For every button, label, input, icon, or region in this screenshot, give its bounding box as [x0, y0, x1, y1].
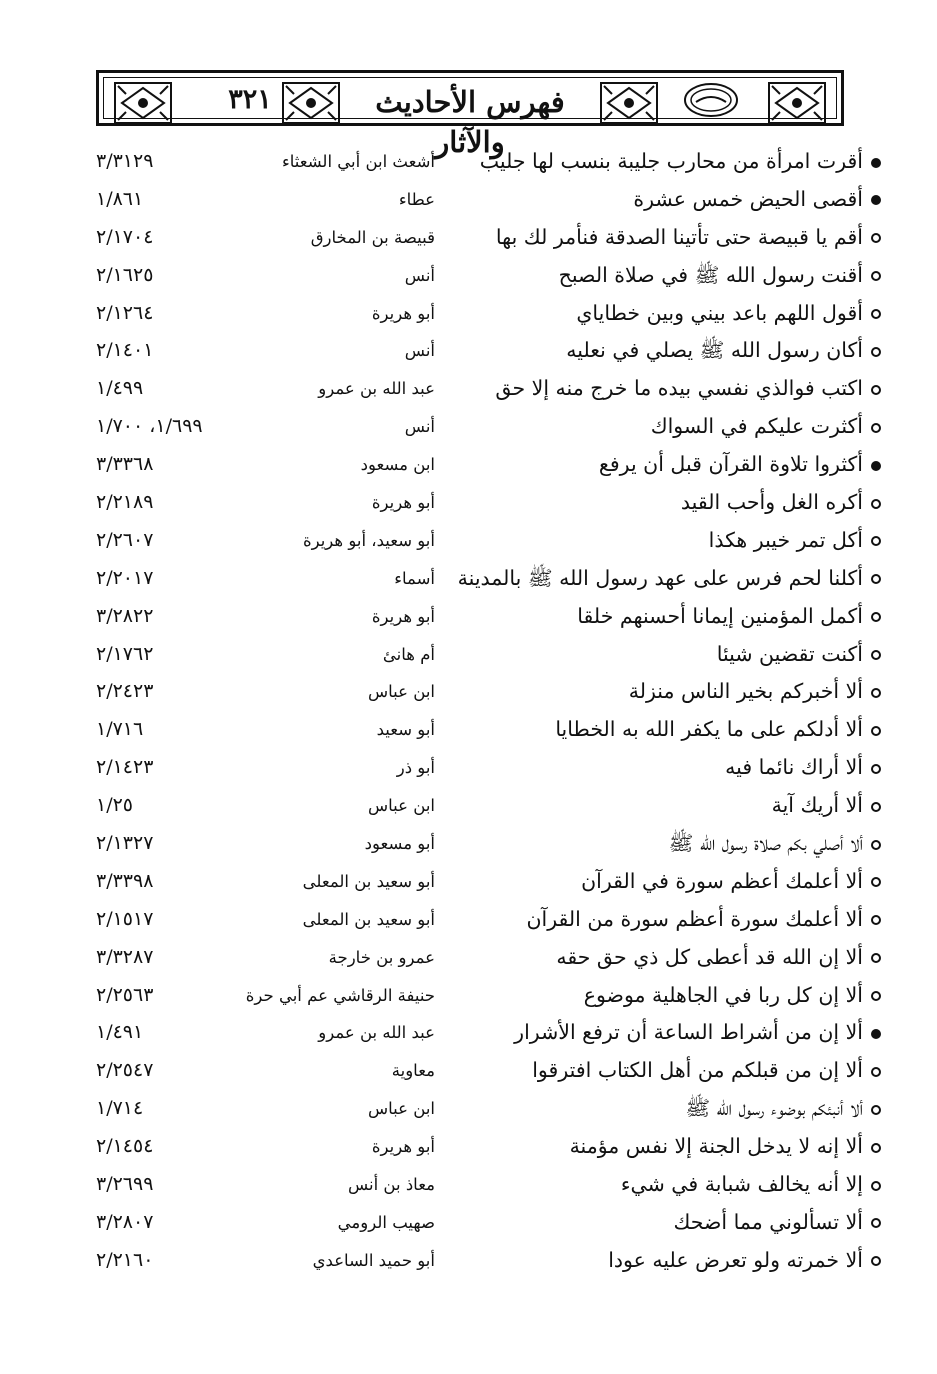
narrator: أبو هريرة	[371, 606, 435, 626]
reference-number: ٢/٢١٨٩	[96, 491, 154, 514]
narrator: أبو هريرة	[371, 303, 435, 323]
hadith-text-value: أقصى الحيض خمس عشرة	[633, 186, 863, 211]
hollow-bullet-icon	[871, 347, 881, 357]
hadith-text-value: أكلنا لحم فرس على عهد رسول الله ﷺ بالمدينة	[457, 565, 863, 590]
hollow-bullet-icon	[871, 1256, 881, 1266]
narrator: ابن عباس	[368, 682, 435, 702]
narrator: عبد الله بن عمرو	[318, 1023, 435, 1043]
hadith-text	[501, 901, 881, 939]
hadith-text	[501, 295, 881, 333]
hadith-text-value: ألا أراك نائما فيه	[725, 755, 863, 780]
hadith-text-value: ألا تسألوني مما أضحك	[673, 1209, 863, 1234]
hadith-text-value: أقم يا قبيصة حتى تأتينا الصدقة فنأمر لك بها	[495, 224, 863, 249]
reference-number: ٢/٢٠١٧	[96, 566, 154, 589]
ornament-icon	[112, 80, 174, 126]
reference-number: ٢/١٤٠١	[96, 339, 154, 362]
narrator: ابن عباس	[368, 1099, 435, 1119]
hollow-bullet-icon	[871, 1143, 881, 1153]
list-item	[0, 143, 937, 181]
reference-number: ٢/٢٦٠٧	[96, 528, 154, 551]
header-frame	[103, 77, 837, 159]
hadith-text	[501, 522, 881, 560]
list-item	[0, 1128, 937, 1166]
hadith-text-value: ألا أخبركم بخير الناس منزلة	[628, 679, 863, 704]
hadith-text-value: أقرت امرأة من محارب جليبة بنسب لها جليب	[479, 149, 863, 173]
reference-number: ٢/١٢٦٤	[96, 301, 154, 324]
reference-number: ٣/٣٢٨٧	[96, 945, 154, 968]
hadith-text-value: اكتب فوالذي نفسي بيده ما خرج منه إلا حق	[495, 376, 863, 401]
narrator: أبو ذر	[396, 758, 435, 778]
reference-number: ١/٧١٤	[96, 1097, 144, 1120]
narrator: أبو هريرة	[371, 1137, 435, 1157]
narrator: ابن عباس	[368, 796, 435, 816]
hollow-bullet-icon	[871, 536, 881, 546]
hadith-text	[479, 143, 881, 181]
reference-number: ١/٤٩١	[96, 1021, 144, 1044]
hollow-bullet-icon	[871, 953, 881, 963]
list-item	[0, 257, 937, 295]
hadith-text-value: ألا إنه لا يدخل الجنة إلا نفس مؤمنة	[569, 1134, 863, 1159]
narrator: أبو سعيد	[376, 720, 435, 740]
hadith-text	[501, 673, 881, 711]
list-item	[0, 560, 937, 598]
reference-number: ٢/٢٤٢٣	[96, 680, 154, 703]
hadith-text	[501, 446, 881, 484]
reference-number: ٢/٢٥٦٣	[96, 983, 154, 1006]
narrator: أبو حميد الساعدي	[312, 1250, 435, 1270]
hadith-text	[501, 939, 881, 977]
reference-number: ٣/٢٨٠٧	[96, 1210, 154, 1233]
list-item	[0, 711, 937, 749]
reference-number: ١/٦٩٩، ١/٧٠٠	[96, 415, 203, 438]
hadith-text	[501, 332, 881, 370]
hadith-text	[501, 598, 881, 636]
hadith-text-value: ألا إن من أشراط الساعة أن ترفع الأشرار	[514, 1020, 863, 1045]
hadith-text	[501, 484, 881, 522]
hadith-text	[501, 1090, 881, 1128]
reference-number: ٢/١٧٠٤	[96, 225, 154, 248]
filled-bullet-icon	[871, 461, 881, 471]
reference-number: ٣/٣٣٦٨	[96, 453, 154, 476]
hadith-text-value: ألا أنبئكم بوضوء رسول الله ﷺ	[685, 1096, 863, 1121]
reference-number: ٢/١٥١٧	[96, 907, 154, 930]
hadith-text-value: أقول اللهم باعد بيني وبين خطاياي	[576, 300, 863, 325]
list-item	[0, 408, 937, 446]
narrator: ابن مسعود	[360, 455, 435, 475]
list-item	[0, 446, 937, 484]
hadith-text-value: ألا إن من قبلكم من أهل الكتاب افترقوا	[532, 1058, 863, 1083]
reference-number: ٢/٢٥٤٧	[96, 1059, 154, 1082]
narrator: عمرو بن خارجة	[328, 947, 435, 967]
list-item	[0, 636, 937, 674]
reference-number: ٣/٢٨٢٢	[96, 604, 154, 627]
narrator: عطاء	[398, 189, 435, 209]
hadith-text	[501, 181, 881, 219]
narrator: أبو سعيد بن المعلى	[302, 871, 435, 891]
page-title: فهرس الأحاديث والآثار	[375, 85, 565, 159]
reference-number: ٢/١٣٢٧	[96, 832, 154, 855]
reference-number: ١/٨٦١	[96, 187, 144, 210]
ornament-icon	[766, 80, 828, 126]
hadith-text-value: أكثروا تلاوة القرآن قبل أن يرفع	[598, 452, 863, 477]
narrator: صهيب الرومي	[337, 1212, 435, 1232]
hadith-text	[501, 257, 881, 295]
hollow-bullet-icon	[871, 309, 881, 319]
hadith-text	[501, 863, 881, 901]
hollow-bullet-icon	[871, 802, 881, 812]
hollow-bullet-icon	[871, 1218, 881, 1228]
list-item	[0, 522, 937, 560]
list-item	[0, 219, 937, 257]
list-item	[0, 332, 937, 370]
list-item	[0, 181, 937, 219]
narrator: قبيصة بن المخارق	[310, 227, 435, 247]
hadith-text-value: ألا أعلمك أعظم سورة في القرآن	[581, 868, 863, 893]
narrator: أبو مسعود	[364, 834, 435, 854]
hadith-text-value: أكره الغل وأحب القيد	[680, 490, 863, 515]
hollow-bullet-icon	[871, 650, 881, 660]
hadith-text-value: ألا أعلمك سورة أعظم سورة من القرآن	[526, 906, 863, 931]
hadith-text	[501, 711, 881, 749]
narrator: عبد الله بن عمرو	[318, 379, 435, 399]
narrator: أبو هريرة	[371, 493, 435, 513]
page-header	[96, 70, 844, 159]
list-item	[0, 977, 937, 1015]
narrator: أنس	[404, 417, 435, 437]
hadith-text-value: ألا خمرته ولو تعرض عليه عودا	[608, 1247, 863, 1272]
list-item	[0, 598, 937, 636]
filled-bullet-icon	[871, 1029, 881, 1039]
list-item	[0, 939, 937, 977]
hadith-text	[501, 636, 881, 674]
narrator: أبو سعيد، أبو هريرة	[302, 530, 435, 550]
hollow-bullet-icon	[871, 877, 881, 887]
hollow-bullet-icon	[871, 764, 881, 774]
ornament-icon	[598, 80, 660, 126]
hollow-bullet-icon	[871, 915, 881, 925]
list-item	[0, 825, 937, 863]
list-item	[0, 1242, 937, 1280]
hadith-text-value: ألا إن كل ربا في الجاهلية موضوع	[583, 982, 863, 1007]
list-item	[0, 1204, 937, 1242]
book-logo-icon	[682, 80, 740, 120]
reference-number: ١/٤٩٩	[96, 377, 144, 400]
hollow-bullet-icon	[871, 1181, 881, 1191]
list-item	[0, 1090, 937, 1128]
narrator: أسماء	[394, 568, 435, 588]
reference-number: ٣/٣١٢٩	[96, 150, 154, 172]
reference-number: ٢/١٦٢٥	[96, 263, 154, 286]
hollow-bullet-icon	[871, 991, 881, 1001]
hadith-text	[501, 1128, 881, 1166]
reference-number: ١/٢٥	[96, 794, 134, 817]
narrator: أنس	[404, 341, 435, 361]
hadith-text-value: أكثرت عليكم في السواك	[650, 414, 863, 439]
hadith-text-value: أقنت رسول الله ﷺ في صلاة الصبح	[558, 262, 863, 287]
hadith-index-list	[0, 143, 937, 1280]
hollow-bullet-icon	[871, 385, 881, 395]
hollow-bullet-icon	[871, 688, 881, 698]
reference-number: ٣/٣٣٩٨	[96, 869, 154, 892]
reference-number: ٢/١٤٢٣	[96, 756, 154, 779]
hadith-text	[501, 1242, 881, 1280]
hollow-bullet-icon	[871, 612, 881, 622]
hadith-text	[501, 787, 881, 825]
list-item	[0, 749, 937, 787]
hadith-text	[501, 749, 881, 787]
hadith-text	[501, 1166, 881, 1204]
hadith-text	[501, 1014, 881, 1052]
list-item	[0, 901, 937, 939]
hadith-text-value: أكل تمر خيبر هكذا	[708, 527, 863, 552]
hollow-bullet-icon	[871, 233, 881, 243]
narrator: أنس	[404, 265, 435, 285]
hollow-bullet-icon	[871, 574, 881, 584]
list-item	[0, 863, 937, 901]
list-item	[0, 1052, 937, 1090]
hadith-text	[495, 370, 881, 408]
narrator: معاذ بن أنس	[347, 1175, 435, 1195]
page-number: ٣٢١	[228, 84, 272, 115]
hadith-text	[495, 219, 881, 257]
hollow-bullet-icon	[871, 271, 881, 281]
hadith-text	[501, 977, 881, 1015]
reference-number: ١/٧١٦	[96, 718, 144, 741]
hadith-text	[457, 560, 881, 598]
hadith-text	[501, 1204, 881, 1242]
hadith-text-value: أكنت تقضين شيئا	[716, 641, 863, 666]
hollow-bullet-icon	[871, 1105, 881, 1115]
hollow-bullet-icon	[871, 423, 881, 433]
hadith-text-value: أكان رسول الله ﷺ يصلي في نعليه	[566, 338, 863, 363]
narrator: معاوية	[391, 1061, 435, 1081]
hadith-text-value: ألا أريك آية	[771, 793, 863, 818]
reference-number: ٢/١٤٥٤	[96, 1135, 154, 1158]
reference-number: ٢/١٧٦٢	[96, 642, 154, 665]
list-item	[0, 787, 937, 825]
narrator: أم هانئ	[382, 644, 435, 664]
hollow-bullet-icon	[871, 499, 881, 509]
hadith-text	[501, 825, 881, 863]
hadith-text	[501, 1052, 881, 1090]
narrator: أشعث ابن أبي الشعثاء	[281, 152, 435, 171]
hollow-bullet-icon	[871, 726, 881, 736]
hadith-text-value: إلا أنه يخالف شبابة في شيء	[620, 1172, 863, 1197]
reference-number: ٢/٢١٦٠	[96, 1248, 154, 1271]
list-item	[0, 1014, 937, 1052]
hollow-bullet-icon	[871, 840, 881, 850]
hadith-text-value: ألا إن الله قد أعطى كل ذي حق حقه	[556, 944, 863, 969]
list-item	[0, 370, 937, 408]
hadith-text	[501, 408, 881, 446]
list-item	[0, 673, 937, 711]
reference-number: ٣/٢٦٩٩	[96, 1173, 154, 1196]
hadith-text-value: ألا أصلي بكم صلاة رسول الله ﷺ	[668, 831, 863, 856]
list-item	[0, 295, 937, 333]
narrator: أبو سعيد بن المعلى	[302, 909, 435, 929]
list-item	[0, 1166, 937, 1204]
hadith-text-value: أكمل المؤمنين إيمانا أحسنهم خلقا	[577, 603, 863, 628]
filled-bullet-icon	[871, 195, 881, 205]
hollow-bullet-icon	[871, 1067, 881, 1077]
filled-bullet-icon	[871, 158, 881, 168]
hadith-text-value: ألا أدلكم على ما يكفر الله به الخطايا	[555, 717, 863, 742]
narrator: حنيفة الرقاشي عم أبي حرة	[245, 985, 435, 1005]
list-item	[0, 484, 937, 522]
